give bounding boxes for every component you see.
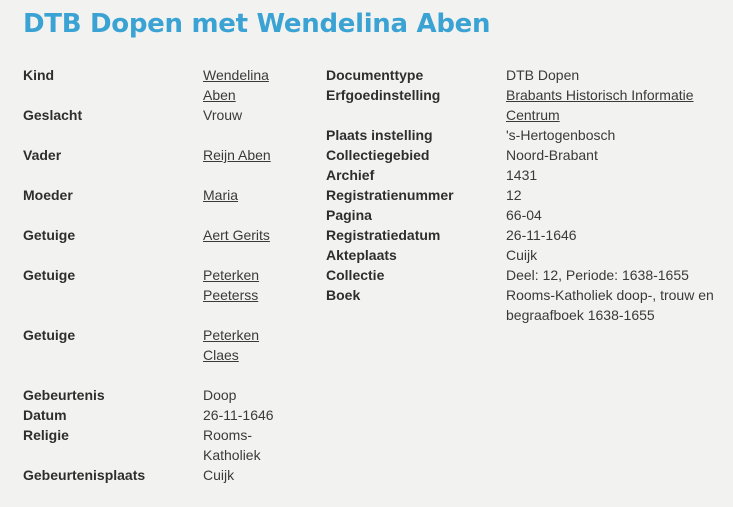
erfgoedinstelling-value	[506, 85, 706, 125]
archief-value: 1431	[506, 167, 538, 183]
getuige-value	[203, 265, 281, 305]
kind-link[interactable]: Wendelina Aben	[203, 67, 269, 103]
erfgoedinstelling-link[interactable]: Brabants Historisch Informatie Centrum	[506, 87, 694, 123]
documenttype-value: DTB Dopen	[506, 67, 580, 83]
moeder-label: Moeder	[23, 187, 73, 203]
registratienummer-value: 12	[506, 187, 522, 203]
registratiedatum-value: 26-11-1646	[506, 227, 577, 243]
erfgoedinstelling-label: Erfgoedinstelling	[326, 87, 441, 103]
documenttype-label: Documenttype	[326, 67, 424, 83]
pagina-value: 66-04	[506, 207, 542, 223]
akteplaats-value: Cuijk	[506, 247, 538, 263]
collectiegebied-value: Noord-Brabant	[506, 147, 598, 163]
gebeurtenis-value: Doop	[203, 387, 237, 403]
plaats-instelling-label: Plaats instelling	[326, 127, 433, 143]
kind-value	[203, 65, 281, 105]
getuige-label: Getuige	[23, 267, 76, 283]
datum-label: Datum	[23, 407, 67, 423]
religie-label: Religie	[23, 427, 69, 443]
vader-link[interactable]: Reijn Aben	[203, 147, 271, 163]
pagina-label: Pagina	[326, 207, 372, 223]
kind-label: Kind	[23, 67, 55, 83]
archief-label: Archief	[326, 167, 375, 183]
boek-label: Boek	[326, 287, 361, 303]
vader-value	[203, 145, 281, 165]
getuige-value	[203, 225, 281, 245]
boek-value: Rooms-Katholiek doop-, trouw en begraafboek 1638-1655	[506, 287, 714, 323]
getuige-label: Getuige	[23, 327, 76, 343]
plaats-instelling-value: 's-Hertogenbosch	[506, 127, 616, 143]
getuige-link[interactable]: Peterken Peeterss	[203, 267, 260, 303]
getuige-value	[203, 325, 281, 365]
akteplaats-label: Akteplaats	[326, 247, 397, 263]
registratiedatum-label: Registratiedatum	[326, 227, 441, 243]
collectie-value: Deel: 12, Periode: 1638-1655	[506, 267, 689, 283]
moeder-value	[203, 185, 281, 205]
registratienummer-label: Registratienummer	[326, 187, 454, 203]
collectiegebied-label: Collectiegebied	[326, 147, 430, 163]
datum-value: 26-11-1646	[203, 407, 274, 423]
getuige-link[interactable]: Aert Gerits	[203, 227, 270, 243]
getuige-link[interactable]: Peterken Claes	[203, 327, 260, 363]
geslacht-value: Vrouw	[203, 107, 243, 123]
geslacht-label: Geslacht	[23, 107, 83, 123]
religie-value: Rooms-Katholiek	[203, 427, 261, 463]
gebeurtenisplaats-value: Cuijk	[203, 467, 235, 483]
page-title: DTB Dopen met Wendelina Aben	[23, 9, 491, 39]
vader-label: Vader	[23, 147, 62, 163]
gebeurtenis-label: Gebeurtenis	[23, 387, 105, 403]
moeder-link[interactable]: Maria	[203, 187, 239, 203]
getuige-label: Getuige	[23, 227, 76, 243]
gebeurtenisplaats-label: Gebeurtenisplaats	[23, 467, 146, 483]
collectie-label: Collectie	[326, 267, 385, 283]
